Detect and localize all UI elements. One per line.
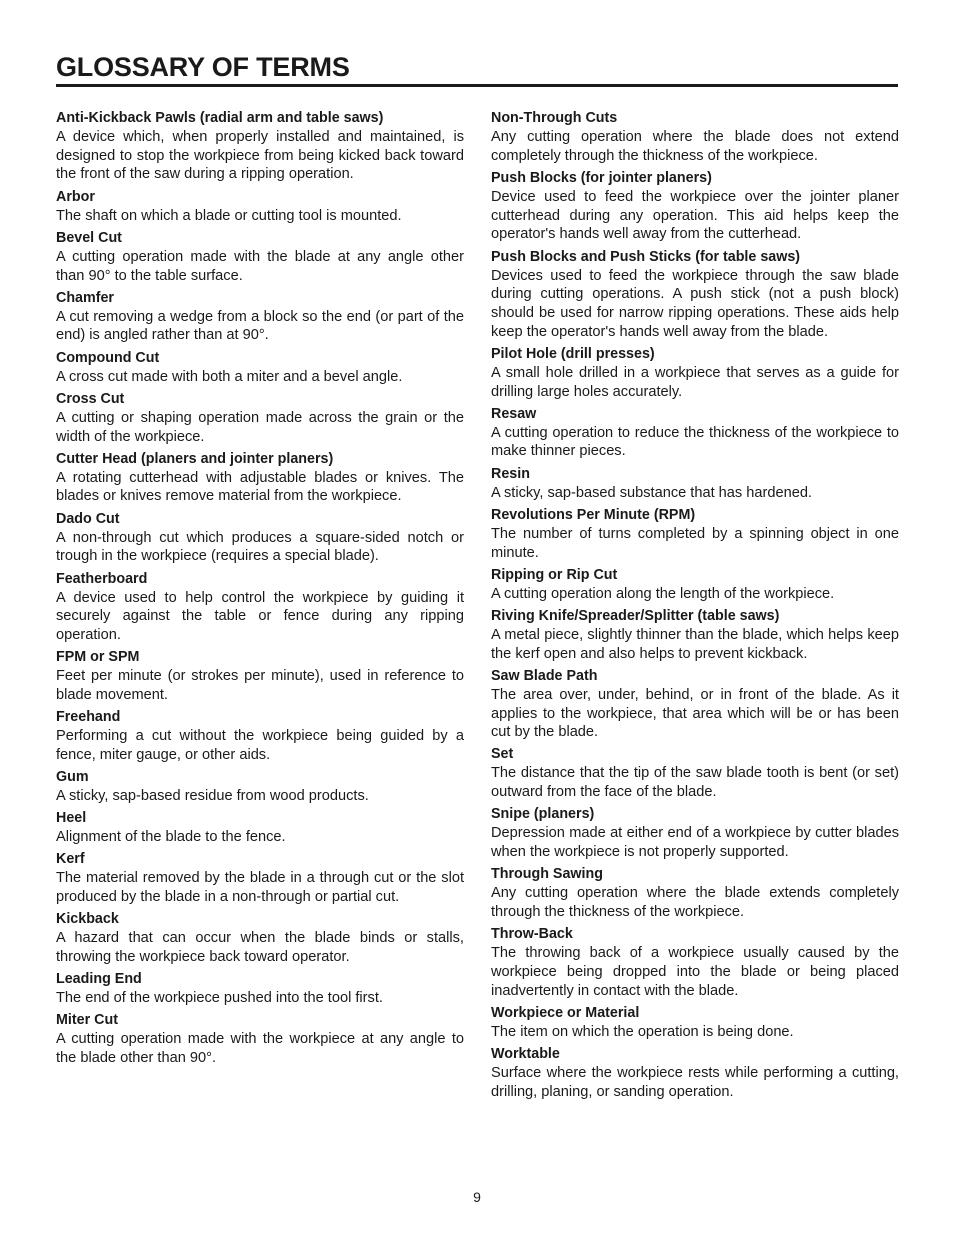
glossary-entry — [56, 570, 464, 645]
glossary-definition: A cross cut made with both a miter and a bevel angle. — [56, 368, 403, 385]
glossary-entry — [491, 607, 899, 663]
glossary-term: Heel — [56, 810, 87, 827]
glossary-definition: The item on which the operation is being done. — [491, 1023, 794, 1040]
glossary-definition: The end of the workpiece pushed into the tool first. — [56, 990, 383, 1007]
glossary-term: Snipe (planers) — [491, 806, 595, 823]
glossary-term: Gum — [56, 768, 89, 785]
title-rule — [56, 84, 898, 87]
glossary-definition: A hazard that can occur when the blade binds or stalls, throwing the workpiece back toward operator. — [56, 930, 464, 965]
glossary-term: Through Sawing — [491, 866, 603, 883]
glossary-term: Pilot Hole (drill presses) — [491, 345, 655, 362]
glossary-entry — [491, 745, 899, 801]
glossary-term: Saw Blade Path — [491, 667, 598, 684]
glossary-definition: The number of turns completed by a spinning object in one minute. — [491, 525, 899, 561]
glossary-term: Featherboard — [56, 570, 148, 587]
glossary-entry — [491, 566, 899, 604]
glossary-entry — [491, 465, 899, 503]
glossary-term: Chamfer — [56, 289, 114, 306]
glossary-definition: A cut removing a wedge from a block so the end (or part of the end) is angled rather than at 90°. — [56, 308, 464, 344]
glossary-definition: The material removed by the blade in a through cut or the slot produced by the blade in a non-through or partial cut. — [56, 870, 464, 906]
glossary-term: Riving Knife/Spreader/Splitter (table saws) — [491, 607, 780, 624]
glossary-entry — [491, 506, 899, 562]
glossary-entry — [56, 450, 464, 506]
glossary-definition: A sticky, sap-based residue from wood products. — [56, 787, 369, 804]
glossary-term: Miter Cut — [56, 1012, 118, 1029]
glossary-entry — [491, 1045, 899, 1101]
glossary-definition: A cutting operation made with the workpiece at any angle to the blade other than 90°. — [56, 1031, 464, 1067]
glossary-entry — [56, 289, 464, 345]
glossary-entry — [56, 768, 464, 806]
glossary-entry — [56, 708, 464, 764]
glossary-entry — [56, 510, 464, 566]
glossary-term: FPM or SPM — [56, 649, 140, 666]
glossary-definition: Any cutting operation where the blade does not extend completely through the thickness of the workpiece. — [491, 129, 899, 164]
glossary-term: Compound Cut — [56, 349, 160, 366]
glossary-definition: A rotating cutterhead with adjustable blades or knives. The blades or knives remove material from the workpiece. — [56, 469, 464, 505]
glossary-definition: A cutting operation to reduce the thickness of the workpiece to make thinner pieces. — [491, 424, 899, 460]
glossary-term: Leading End — [56, 971, 142, 988]
glossary-term: Arbor — [56, 188, 95, 205]
glossary-definition: The area over, under, behind, or in front of the blade. As it applies to the workpiece, that area which will be or has been cut by the blade. — [491, 686, 899, 741]
glossary-entry — [491, 109, 899, 165]
glossary-term: Workpiece or Material — [491, 1004, 640, 1021]
glossary-column-left — [56, 109, 464, 1071]
page-title: GLOSSARY OF TERMS — [56, 52, 350, 82]
glossary-definition: The distance that the tip of the saw blade tooth is bent (or set) outward from the face of the blade. — [491, 765, 899, 801]
glossary-definition: Performing a cut without the workpiece being guided by a fence, miter gauge, or other aids. — [56, 728, 464, 763]
glossary-definition: A device which, when properly installed and maintained, is designed to stop the workpiece from being kicked back toward the front of the saw during a ripping operation. — [56, 129, 464, 183]
glossary-definition: Depression made at either end of a workpiece by cutter blades when the workpiece is not properly supported. — [491, 825, 899, 861]
glossary-entry — [56, 229, 464, 285]
glossary-entry — [56, 1011, 464, 1067]
glossary-entry — [491, 805, 899, 861]
glossary-term: Push Blocks and Push Sticks (for table saws) — [491, 248, 801, 265]
glossary-term: Dado Cut — [56, 510, 120, 527]
glossary-definition: The shaft on which a blade or cutting tool is mounted. — [56, 207, 402, 224]
glossary-entry — [491, 169, 899, 244]
glossary-term: Ripping or Rip Cut — [491, 566, 618, 583]
glossary-entry — [491, 405, 899, 461]
glossary-column-right — [491, 109, 899, 1105]
glossary-entry — [56, 910, 464, 966]
glossary-term: Worktable — [491, 1046, 560, 1062]
glossary-term: Non-Through Cuts — [491, 110, 618, 126]
glossary-definition: The throwing back of a workpiece usually caused by the workpiece being dropped into the blade or being placed inadvertently in contact with the blade. — [491, 945, 899, 999]
glossary-definition: Any cutting operation where the blade extends completely through the thickness of the workpiece. — [491, 885, 899, 920]
glossary-term: Cutter Head (planers and jointer planers) — [56, 450, 334, 467]
glossary-definition: Device used to feed the workpiece over the jointer planer cutterhead during any operation. This aid helps keep the operator's hands well away from the cutterhead. — [491, 188, 899, 243]
glossary-entry — [491, 345, 899, 401]
glossary-entry — [491, 865, 899, 921]
glossary-entry — [56, 850, 464, 906]
glossary-entry — [56, 188, 464, 226]
glossary-entry — [56, 109, 464, 184]
glossary-entry — [491, 248, 899, 342]
glossary-term: Cross Cut — [56, 390, 125, 407]
glossary-term: Push Blocks (for jointer planers) — [491, 169, 712, 186]
glossary-definition: A metal piece, slightly thinner than the blade, which helps keep the kerf open and also helps to prevent kickback. — [491, 626, 899, 662]
glossary-term: Anti-Kickback Pawls (radial arm and table saws) — [56, 110, 384, 126]
glossary-definition: Surface where the workpiece rests while performing a cutting, drilling, planing, or sanding operation. — [491, 1065, 899, 1100]
glossary-definition: A cutting operation made with the blade at any angle other than 90° to the table surface. — [56, 248, 464, 284]
glossary-definition: A cutting operation along the length of the workpiece. — [491, 585, 835, 602]
glossary-term: Resin — [491, 465, 530, 482]
glossary-entry — [56, 809, 464, 847]
glossary-entry — [56, 648, 464, 704]
glossary-term: Resaw — [491, 405, 537, 422]
glossary-term: Freehand — [56, 709, 121, 726]
glossary-definition: A small hole drilled in a workpiece that serves as a guide for drilling large holes accurately. — [491, 364, 899, 400]
glossary-definition: Alignment of the blade to the fence. — [56, 829, 286, 846]
glossary-entry — [491, 925, 899, 1000]
glossary-definition: A cutting or shaping operation made across the grain or the width of the workpiece. — [56, 409, 464, 445]
glossary-term: Kerf — [56, 851, 85, 868]
glossary-definition: Devices used to feed the workpiece through the saw blade during cutting operations. A push stick (not a push block) should be used for narrow ripping operations. These aids help keep the operator's hands well away from the blade. — [491, 267, 899, 340]
glossary-term: Revolutions Per Minute (RPM) — [491, 506, 696, 523]
glossary-term: Bevel Cut — [56, 229, 122, 246]
page-number: 9 — [473, 1189, 481, 1205]
glossary-definition: A non-through cut which produces a square-sided notch or trough in the workpiece (requires a special blade). — [56, 529, 464, 565]
glossary-definition: A device used to help control the workpiece by guiding it securely against the table or fence during any ripping operation. — [56, 589, 464, 643]
glossary-definition: Feet per minute (or strokes per minute), used in reference to blade movement. — [56, 668, 464, 703]
glossary-definition: A sticky, sap-based substance that has hardened. — [491, 484, 812, 501]
glossary-term: Set — [491, 746, 514, 763]
glossary-term: Throw-Back — [491, 926, 573, 943]
glossary-entry — [56, 970, 464, 1008]
glossary-entry — [491, 667, 899, 742]
glossary-entry — [491, 1004, 899, 1042]
glossary-entry — [56, 349, 464, 387]
glossary-entry — [56, 390, 464, 446]
glossary-term: Kickback — [56, 911, 119, 928]
